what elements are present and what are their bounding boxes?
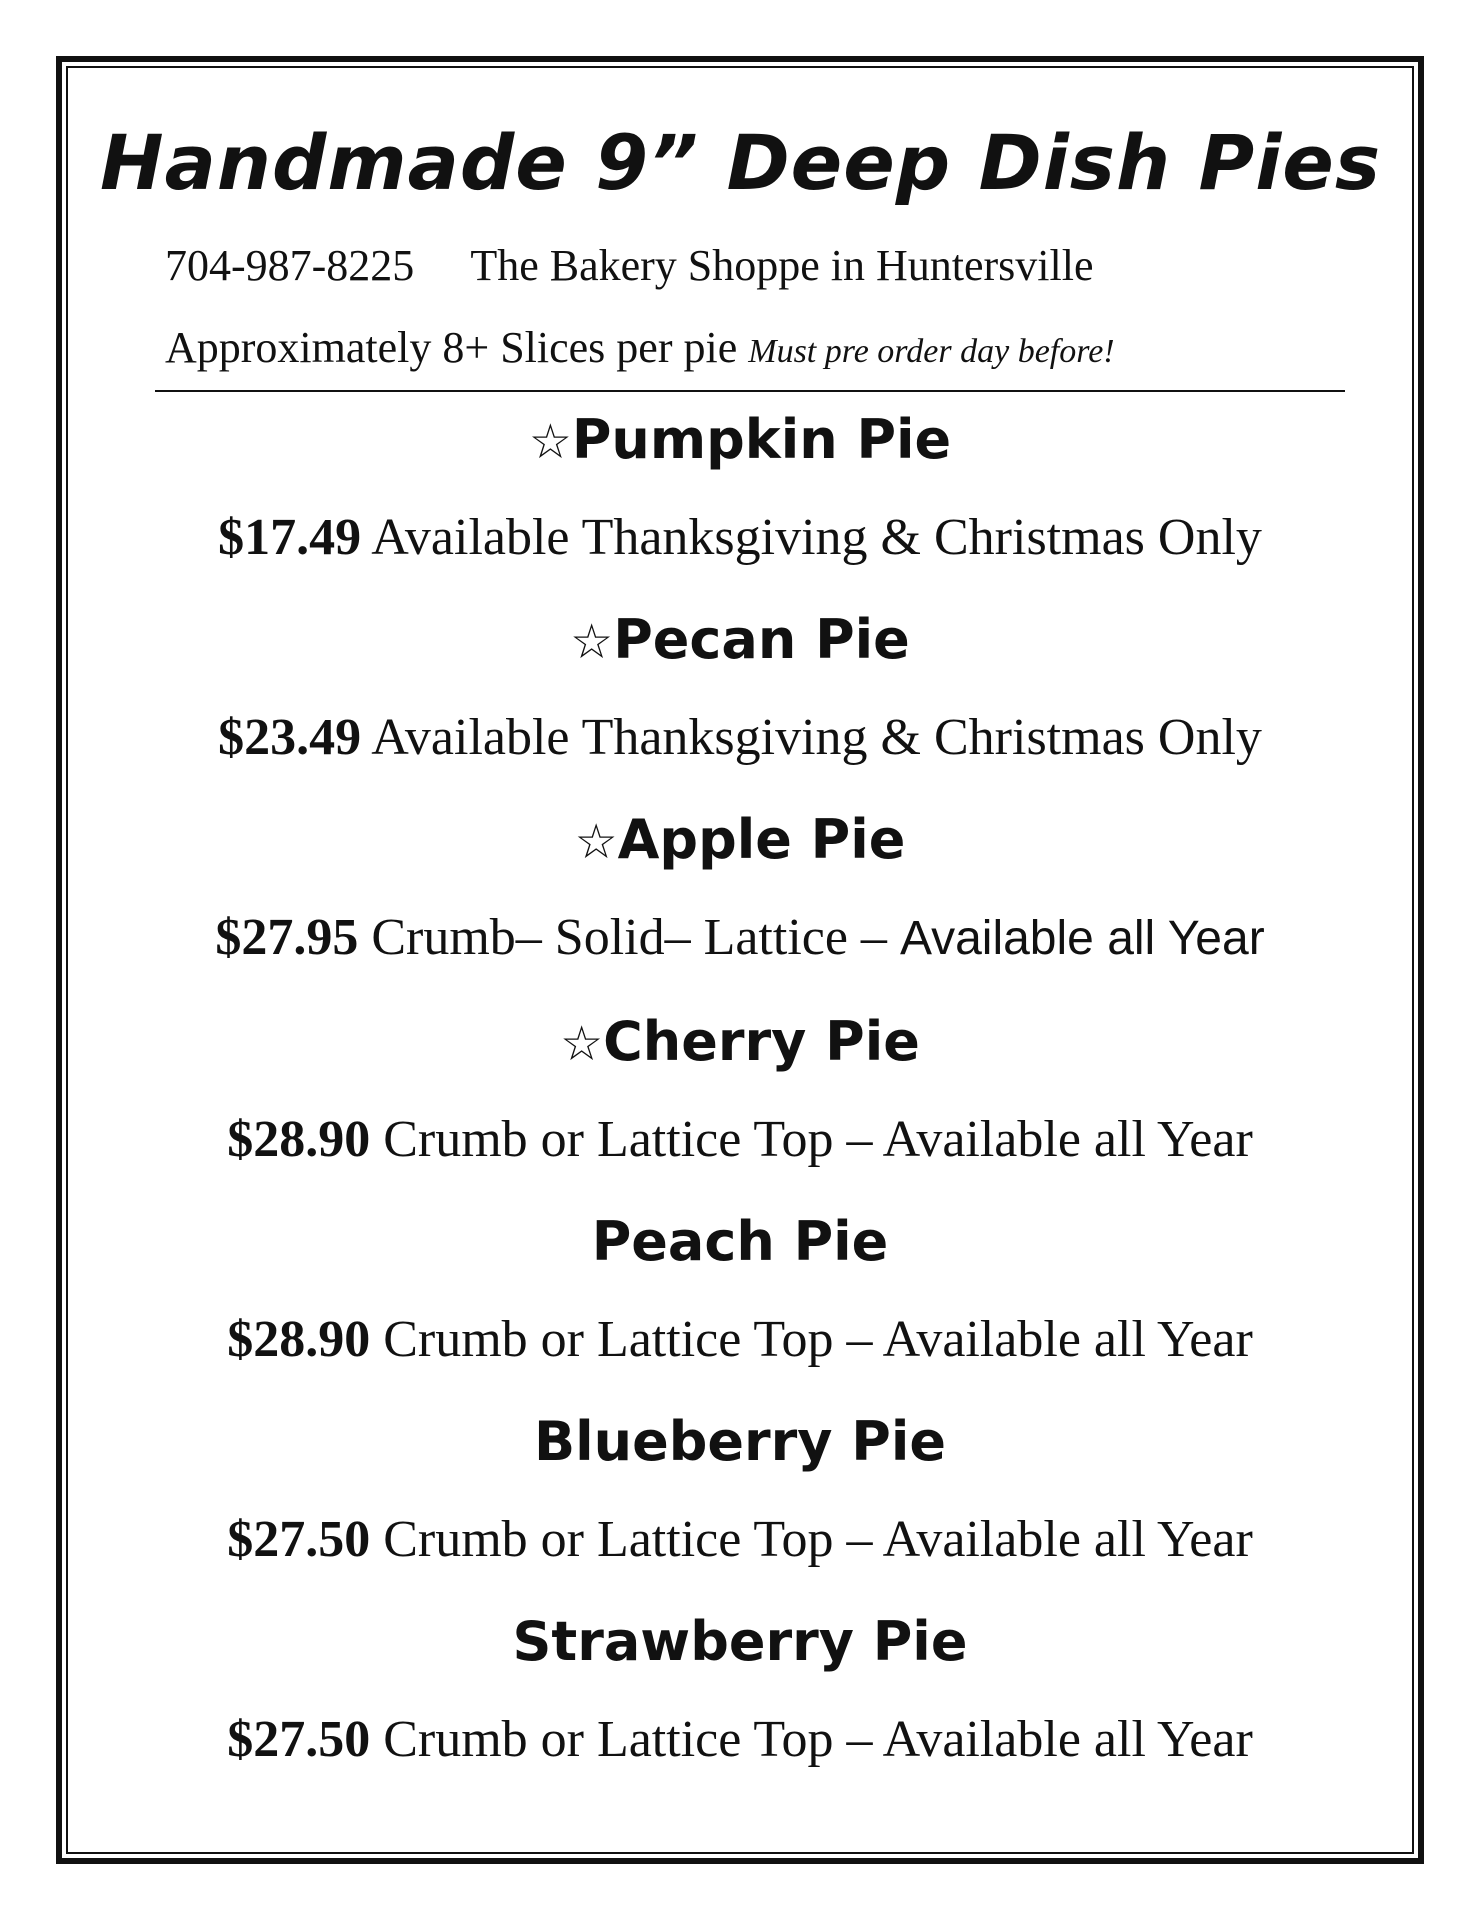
star-icon: ☆ (570, 614, 614, 670)
slices-line (165, 322, 1115, 373)
pie-name-cherry (66, 1010, 1414, 1073)
pie-description: Crumb or Lattice Top – Available all Year (383, 1111, 1253, 1168)
pie-name-text: Cherry Pie (603, 1010, 920, 1073)
divider (155, 390, 1345, 392)
pie-name-text: Blueberry Pie (534, 1410, 946, 1473)
pie-name-pecan (66, 608, 1414, 671)
pie-name-peach (66, 1210, 1414, 1273)
pie-line-strawberry (66, 1710, 1414, 1769)
pie-name-text: Pecan Pie (613, 608, 910, 671)
pie-name-text: Peach Pie (591, 1210, 889, 1273)
pie-price: $27.50 (227, 1511, 371, 1568)
pie-price: $28.90 (227, 1111, 371, 1168)
contact-line (165, 240, 1094, 291)
star-icon: ☆ (528, 414, 572, 470)
pie-description: Available Thanksgiving & Christmas Only (371, 709, 1262, 766)
pie-description: Crumb– Solid– Lattice – (371, 909, 887, 966)
pie-price: $17.49 (218, 509, 362, 566)
pie-line-peach (66, 1310, 1414, 1369)
pie-name-pumpkin (66, 408, 1414, 471)
pie-line-pecan (66, 708, 1414, 767)
preorder-note: Must pre order day before! (748, 333, 1115, 370)
pie-description: Crumb or Lattice Top – Available all Year (383, 1511, 1253, 1568)
pie-price: $23.49 (218, 709, 362, 766)
pie-description: Available Thanksgiving & Christmas Only (371, 509, 1262, 566)
pie-name-strawberry (66, 1610, 1414, 1673)
pie-line-apple (66, 908, 1414, 967)
pie-line-blueberry (66, 1510, 1414, 1569)
star-icon: ☆ (574, 814, 618, 870)
pie-name-text: Apple Pie (617, 808, 906, 871)
pie-price: $28.90 (227, 1311, 371, 1368)
pie-description: Crumb or Lattice Top – Available all Year (383, 1711, 1253, 1768)
pie-description-extra: Available all Year (899, 912, 1265, 965)
pie-name-apple (66, 808, 1414, 871)
pie-description: Crumb or Lattice Top – Available all Year (383, 1311, 1253, 1368)
shop-name: The Bakery Shoppe in Huntersville (470, 241, 1094, 290)
pie-price: $27.50 (227, 1711, 371, 1768)
pie-name-text: Pumpkin Pie (571, 408, 952, 471)
star-icon: ☆ (560, 1016, 604, 1072)
pie-price: $27.95 (215, 909, 359, 966)
page-title: Handmade 9” Deep Dish Pies (100, 118, 1382, 207)
phone-number: 704-987-8225 (165, 241, 415, 290)
pie-line-pumpkin (66, 508, 1414, 567)
pie-name-blueberry (66, 1410, 1414, 1473)
pie-name-text: Strawberry Pie (512, 1610, 968, 1673)
pie-line-cherry (66, 1110, 1414, 1169)
slices-text: Approximately 8+ Slices per pie (165, 323, 738, 372)
